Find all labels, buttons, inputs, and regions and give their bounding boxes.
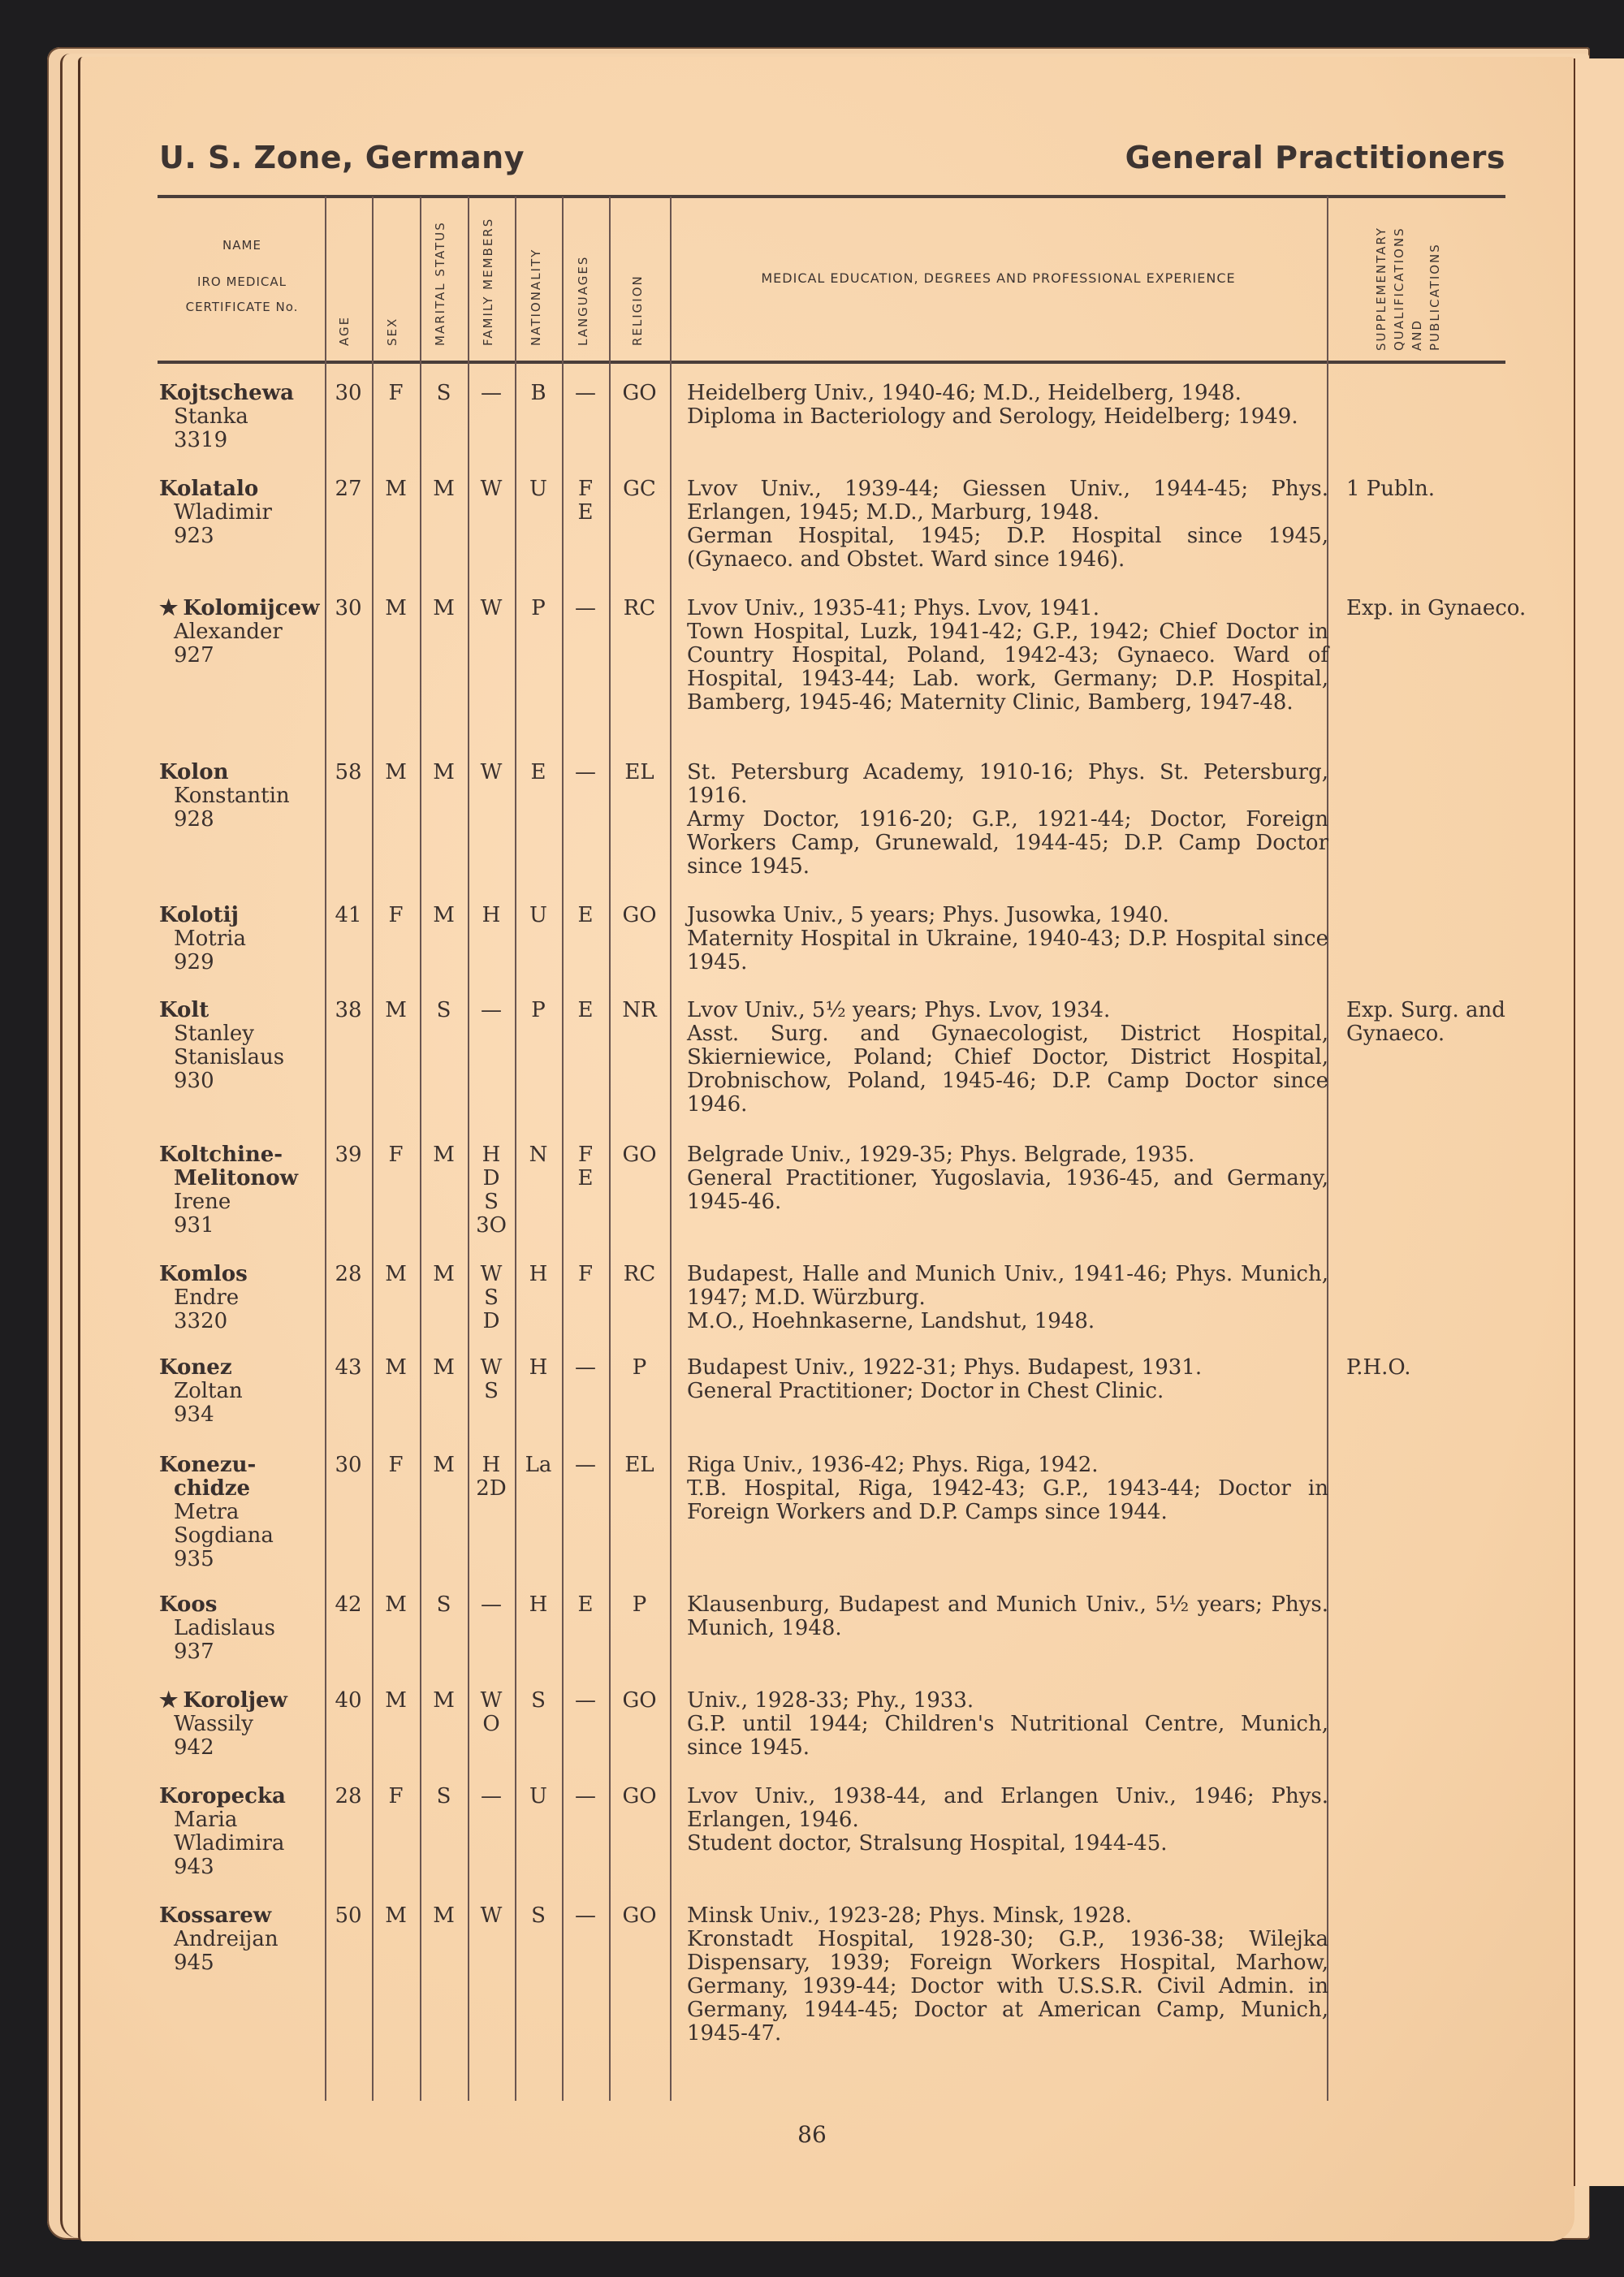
medical-education-cell [687,999,1328,1117]
given-name: Endre [174,1285,240,1310]
family-member-code: W [480,477,503,501]
column-header-name [159,235,325,334]
family-member-code: S [484,1285,499,1310]
surname [159,1263,330,1286]
education-paragraph: Army Doctor, 1916-20; G.P., 1921-44; Doctor, Foreign Workers Camp, Grunewald, 1944-45; D.P. Camp Doctor since 1945. [687,807,1328,879]
family-members-cell [468,1454,515,1501]
education-paragraph: German Hospital, 1945; D.P. Hospital since 1945, (Gynaeco. and Obstet. Ward since 1946). [687,524,1328,572]
certificate-number: 928 [174,807,214,832]
family-member-code: W [480,1355,503,1380]
marital-status-cell: M [433,760,455,784]
sex-cell: M [385,1903,407,1928]
surname [159,999,330,1022]
sex-cell: M [385,998,407,1022]
medical-education-cell [687,1143,1328,1214]
nationality-cell: P [531,998,546,1022]
age-cell: 30 [335,1453,362,1477]
nationality-cell: B [530,381,546,405]
religion-cell: GO [622,903,657,927]
certificate-number: 942 [174,1735,214,1760]
supplementary-cell: P.H.O. [1346,1355,1411,1380]
languages-cell [562,1454,609,1477]
surname-text: Kolon [159,760,229,784]
certificate-number: 943 [174,1855,214,1879]
marital-status-cell: S [436,381,451,405]
surname [159,1454,330,1477]
languages-cell [562,1593,609,1617]
language-code: E [577,903,594,927]
certificate-number: 3320 [174,1309,228,1333]
family-member-code: D [482,1309,500,1333]
age-cell: 43 [335,1355,362,1380]
certificate-number: 930 [174,1069,214,1093]
surname-text: Kolt [159,998,209,1022]
table-header-rule [158,361,1505,364]
age-cell: 41 [335,903,362,927]
language-code: — [575,1688,596,1713]
medical-education-cell [687,1263,1328,1333]
language-code: E [577,1166,594,1190]
column-header-languages: LANGUAGES [576,255,590,346]
surname [159,761,330,784]
religion-cell: GC [623,477,656,501]
sex-cell: F [388,903,404,927]
family-members-cell [468,904,515,927]
family-members-cell [468,382,515,405]
surname [159,382,330,405]
family-members-cell [468,1904,515,1928]
name-cell [159,1689,330,1760]
surname-text: Kolomijcew [183,596,320,620]
marital-status-cell: M [433,1355,455,1380]
supplementary-cell: Exp. in Gynaeco. [1346,596,1527,620]
age-cell: 58 [335,760,362,784]
family-member-code: S [484,1379,499,1403]
religion-cell: EL [624,760,654,784]
age-cell: 28 [335,1784,362,1808]
age-cell: 28 [335,1262,362,1286]
given-name: Stanley [174,1022,254,1046]
education-paragraph: Maternity Hospital in Ukraine, 1940-43; D.P. Hospital since 1945. [687,927,1328,974]
age-cell: 38 [335,998,362,1022]
given-name: Sogdiana [174,1523,274,1548]
education-paragraph: Jusowka Univ., 5 years; Phys. Jusowka, 1940. [687,903,1169,927]
family-member-code: 2D [476,1476,507,1501]
religion-cell: RC [623,1262,656,1286]
education-paragraph: Budapest, Halle and Munich Univ., 1941-46; Phys. Munich, 1947; M.D. Würzburg. [687,1262,1328,1310]
sex-cell: F [388,381,404,405]
column-header-family-members: FAMILY MEMBERS [481,217,495,346]
name-cell [159,999,330,1093]
family-members-cell [468,1689,515,1736]
surname [159,1904,330,1928]
given-name: Stanislaus [174,1045,285,1069]
languages-cell [562,382,609,405]
family-members-cell [468,761,515,784]
sex-cell: M [385,477,407,501]
education-paragraph: Riga Univ., 1936-42; Phys. Riga, 1942. [687,1453,1099,1477]
languages-cell [562,1785,609,1808]
surname [159,1689,330,1713]
given-name: Konstantin [174,784,290,808]
column-header-sex: SEX [385,317,400,346]
education-paragraph: Kronstadt Hospital, 1928-30; G.P., 1936-38; Wilejka Dispensary, 1939; Foreign Workers Hospital, Marhow, Germany, 1939-44; Doctor with U.S.S.R. Civil Admin. in Germany, 1944-45; Doctor at American Camp, Munich, 1945-47. [687,1927,1328,2046]
languages-cell [562,1689,609,1713]
language-code: E [577,998,594,1022]
language-code: — [575,1453,596,1477]
certificate-number: 945 [174,1951,214,1975]
family-member-code: W [480,760,503,784]
sex-cell: F [388,1453,404,1477]
surname-text: Koroljew [183,1688,287,1713]
sex-cell: M [385,1592,407,1617]
education-paragraph: Univ., 1928-33; Phy., 1933. [687,1688,974,1713]
given-name: Maria [174,1808,238,1832]
education-paragraph: Belgrade Univ., 1929-35; Phys. Belgrade, 1935. [687,1143,1195,1167]
language-code: — [575,1903,596,1928]
family-member-code: 3O [476,1213,507,1238]
language-code: E [577,1592,594,1617]
languages-cell [562,761,609,784]
family-member-code: W [480,1903,503,1928]
header-name-line: NAME [222,238,261,253]
language-code: — [575,596,596,620]
surname [159,477,330,501]
given-name: Ladislaus [174,1616,275,1640]
education-paragraph: Diploma in Bacteriology and Serology, Heidelberg; 1949. [687,404,1298,429]
star-icon: ★ [159,596,179,620]
name-cell [159,761,330,832]
marital-status-cell: M [433,1262,455,1286]
languages-cell [562,477,609,525]
education-paragraph: Klausenburg, Budapest and Munich Univ., 5½ years; Phys. Munich, 1948. [687,1592,1328,1640]
facing-page-edge [1574,58,1624,2186]
given-name: Motria [174,927,246,951]
surname [159,1356,330,1380]
nationality-cell: U [529,903,547,927]
age-cell: 40 [335,1688,362,1713]
religion-cell: GO [622,1903,657,1928]
given-name: Andreijan [174,1927,279,1951]
family-member-code: — [481,1592,502,1617]
column-header-nationality: NATIONALITY [529,248,543,346]
nationality-cell: U [529,477,547,501]
medical-education-cell [687,1356,1328,1403]
language-code: — [575,1355,596,1380]
marital-status-cell: M [433,1143,455,1167]
medical-education-cell [687,761,1328,879]
name-cell [159,597,330,668]
family-members-cell [468,1143,515,1238]
given-name: Alexander [174,620,283,644]
surname-text: Koltchine- [159,1143,283,1167]
star-icon: ★ [159,1688,179,1713]
education-paragraph: Lvov Univ., 1938-44, and Erlangen Univ., 1946; Phys. Erlangen, 1946. [687,1784,1328,1832]
family-member-code: H [482,903,501,927]
education-paragraph: Lvov Univ., 5½ years; Phys. Lvov, 1934. [687,998,1111,1022]
education-paragraph: Student doctor, Stralsung Hospital, 1944-45. [687,1831,1168,1856]
given-name: Wassily [174,1712,253,1736]
languages-cell [562,1143,609,1190]
education-paragraph: Budapest Univ., 1922-31; Phys. Budapest, 1931. [687,1355,1203,1380]
language-code: F [577,477,594,501]
nationality-cell: S [531,1688,546,1713]
family-members-cell [468,597,515,620]
sex-cell: F [388,1143,404,1167]
sex-cell: M [385,1355,407,1380]
nationality-cell: P [531,596,546,620]
marital-status-cell: S [436,1592,451,1617]
languages-cell [562,1356,609,1380]
given-name: Zoltan [174,1379,243,1403]
column-header-medical-education: MEDICAL EDUCATION, DEGREES AND PROFESSIONAL EXPERIENCE [761,270,1236,286]
certificate-number: 931 [174,1213,214,1238]
page-number: 86 [797,2121,827,2148]
given-name: Wladimir [174,500,272,525]
medical-education-cell [687,597,1328,715]
education-paragraph: Asst. Surg. and Gynaecologist, District Hospital, Skierniewice, Poland; Chief Doctor, District Hospital, Drobnischow, Poland, 1945-46; D.P. Camp Doctor since 1946. [687,1022,1328,1117]
family-members-cell [468,1356,515,1403]
languages-cell [562,1904,609,1928]
language-code: — [575,1784,596,1808]
marital-status-cell: M [433,596,455,620]
surname-text: Kolatalo [159,477,259,501]
name-cell [159,1143,330,1238]
certificate-number: 927 [174,643,214,668]
religion-cell: EL [624,1453,654,1477]
nationality-cell: S [531,1903,546,1928]
religion-cell: P [632,1355,647,1380]
column-divider [670,197,672,2101]
education-paragraph: General Practitioner, Yugoslavia, 1936-45, and Germany, 1945-46. [687,1166,1328,1214]
marital-status-cell: M [433,1453,455,1477]
name-cell [159,1904,330,1975]
family-member-code: D [482,1166,500,1190]
education-paragraph: Heidelberg Univ., 1940-46; M.D., Heidelberg, 1948. [687,381,1242,405]
supplementary-cell: 1 Publn. [1346,477,1436,501]
age-cell: 42 [335,1592,362,1617]
nationality-cell: H [529,1355,548,1380]
medical-education-cell [687,1904,1328,2046]
surname [159,1143,330,1167]
education-paragraph: Lvov Univ., 1935-41; Phys. Lvov, 1941. [687,596,1099,620]
nationality-cell: E [530,760,546,784]
religion-cell: NR [622,998,657,1022]
surname-text: Kolotij [159,903,239,927]
medical-education-cell [687,1785,1328,1856]
name-cell [159,382,330,452]
marital-status-cell: S [436,998,451,1022]
surname [159,1785,330,1808]
languages-cell [562,999,609,1022]
surname-text: Kojtschewa [159,381,294,405]
surname-text: Konez [159,1355,232,1380]
surname-text: Komlos [159,1262,248,1286]
education-paragraph: Town Hospital, Luzk, 1941-42; G.P., 1942; Chief Doctor in Country Hospital, Poland, 1942-43; Gynaeco. Ward of Hospital, 1943-44; Lab. work, Germany; D.P. Hospital, Bamberg, 1945-46; Maternity Clinic, Bamberg, 1947-48. [687,620,1328,715]
age-cell: 30 [335,596,362,620]
family-member-code: W [480,1262,503,1286]
name-cell [159,1785,330,1879]
column-header-supplementary: SUPPLEMENTARY QUALIFICATIONS AND PUBLICATIONS [1374,227,1442,351]
language-code: — [575,760,596,784]
education-paragraph: Minsk Univ., 1923-28; Phys. Minsk, 1928. [687,1903,1133,1928]
age-cell: 39 [335,1143,362,1167]
page-header-zone: U. S. Zone, Germany [159,140,525,175]
given-name: Irene [174,1190,231,1214]
column-header-marital-status: MARITAL STATUS [433,221,447,346]
medical-education-cell [687,382,1328,429]
age-cell: 30 [335,381,362,405]
education-paragraph: M.O., Hoehnkaserne, Landshut, 1948. [687,1309,1095,1333]
family-member-code: H [482,1143,501,1167]
language-code: F [577,1143,594,1167]
surname-continued: Melitonow [174,1166,299,1190]
religion-cell: GO [622,381,657,405]
religion-cell: GO [622,1143,657,1167]
name-cell [159,904,330,974]
certificate-number: 935 [174,1547,214,1571]
religion-cell: GO [622,1784,657,1808]
marital-status-cell: M [433,1903,455,1928]
marital-status-cell: S [436,1784,451,1808]
header-name-line: IRO MEDICAL [197,274,287,289]
certificate-number: 937 [174,1640,214,1664]
supplementary-cell: Exp. Surg. and Gynaeco. [1346,998,1505,1046]
certificate-number: 923 [174,524,214,548]
education-paragraph: St. Petersburg Academy, 1910-16; Phys. St. Petersburg, 1916. [687,760,1328,808]
marital-status-cell: M [433,477,455,501]
education-paragraph: T.B. Hospital, Riga, 1942-43; G.P., 1943-44; Doctor in Foreign Workers and D.P. Camps since 1944. [687,1476,1328,1524]
name-cell [159,1454,330,1571]
medical-education-cell [687,1454,1328,1524]
sex-cell: F [388,1784,404,1808]
family-member-code: O [482,1712,500,1736]
certificate-number: 929 [174,950,214,974]
medical-education-cell [687,477,1328,572]
name-cell [159,477,330,548]
name-cell [159,1356,330,1427]
sex-cell: M [385,1688,407,1713]
surname-text: Koos [159,1592,218,1617]
surname [159,597,330,620]
marital-status-cell: M [433,903,455,927]
religion-cell: GO [622,1688,657,1713]
surname [159,904,330,927]
nationality-cell: La [525,1453,552,1477]
family-members-cell [468,1785,515,1808]
age-cell: 27 [335,477,362,501]
family-member-code: S [484,1190,499,1214]
surname-continued: chidze [174,1476,251,1501]
header-name-line: CERTIFICATE No. [185,300,299,314]
family-member-code: — [481,1784,502,1808]
language-code: E [577,500,594,525]
marital-status-cell: M [433,1688,455,1713]
family-members-cell [468,1263,515,1333]
given-name: Stanka [174,404,248,429]
sex-cell: M [385,760,407,784]
table-top-rule [158,195,1505,198]
given-name: Wladimira [174,1831,285,1856]
given-name: Metra [174,1500,240,1524]
languages-cell [562,904,609,927]
surname [159,1593,330,1617]
nationality-cell: H [529,1592,548,1617]
family-member-code: W [480,1688,503,1713]
sex-cell: M [385,596,407,620]
education-paragraph: G.P. until 1944; Children's Nutritional Centre, Munich, since 1945. [687,1712,1328,1760]
name-cell [159,1593,330,1664]
age-cell: 50 [335,1903,362,1928]
languages-cell [562,597,609,620]
religion-cell: P [632,1592,647,1617]
language-code: F [577,1262,594,1286]
column-header-age: AGE [337,315,352,346]
certificate-number: 934 [174,1402,214,1427]
nationality-cell: U [529,1784,547,1808]
family-member-code: — [481,381,502,405]
medical-education-cell [687,1593,1328,1640]
certificate-number: 3319 [174,428,228,452]
education-paragraph: Lvov Univ., 1939-44; Giessen Univ., 1944-45; Phys. Erlangen, 1945; M.D., Marburg, 1948. [687,477,1328,525]
family-members-cell [468,1593,515,1617]
page-header-section: General Practitioners [1125,140,1505,175]
family-members-cell [468,999,515,1022]
medical-education-cell [687,1689,1328,1760]
surname-text: Konezu- [159,1453,257,1477]
family-member-code: W [480,596,503,620]
medical-education-cell [687,904,1328,974]
name-cell [159,1263,330,1333]
family-member-code: H [482,1453,501,1477]
surname-text: Koropecka [159,1784,286,1808]
family-member-code: — [481,998,502,1022]
religion-cell: RC [623,596,656,620]
language-code: — [575,381,596,405]
nationality-cell: N [529,1143,548,1167]
surname-text: Kossarew [159,1903,272,1928]
sex-cell: M [385,1262,407,1286]
column-header-religion: RELIGION [630,274,645,346]
nationality-cell: H [529,1262,548,1286]
family-members-cell [468,477,515,501]
languages-cell [562,1263,609,1286]
education-paragraph: General Practitioner; Doctor in Chest Clinic. [687,1379,1164,1403]
